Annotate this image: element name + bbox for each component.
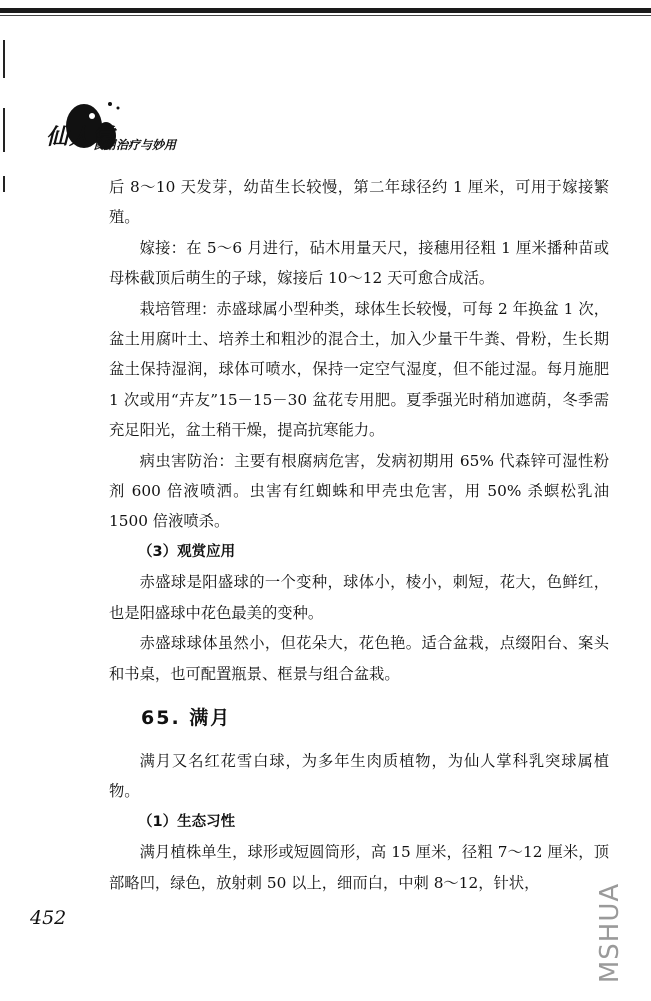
top-rule-thin	[0, 15, 651, 16]
section-title: 65. 满月	[141, 706, 232, 729]
page-number: 452	[30, 907, 67, 929]
page-content	[109, 172, 609, 898]
paragraph: 赤盛球球体虽然小，但花朵大，花色艳。适合盆栽，点缀阳台、案头和书桌，也可配置瓶景、框景与组合盆栽。	[109, 634, 609, 683]
subheading: （3）观赏应用	[138, 543, 236, 560]
watermark-text: MSHUA	[595, 882, 626, 984]
logo-title: 仙人掌	[46, 124, 116, 150]
paragraph: 病虫害防治：主要有根腐病危害，发病初期用 65% 代森锌可湿性粉剂 600 倍液喷洒。虫害有红蜘蛛和甲壳虫危害，用 50% 杀螟松乳油 1500 倍液喷杀。	[109, 451, 609, 531]
paragraph: 栽培管理：赤盛球属小型种类，球体生长较慢，可每 2 年换盆 1 次，盆土用腐叶土、培养土和粗沙的混合土，加入少量干牛粪、骨粉，生长期盆土保持湿润，球体可喷水，保持一定空气湿度，但不能过湿。每月施肥 1 次或用“卉友”15－15－30 盆花专用肥。夏季强光时稍加遮荫，冬季需充足阳光，盆土稍干燥，提高抗寒能力。	[109, 299, 609, 440]
paragraph: 后 8～10 天发芽，幼苗生长较慢，第二年球径约 1 厘米，可用于嫁接繁殖。	[109, 178, 609, 227]
margin-mark	[3, 176, 5, 192]
paragraph: 满月植株单生，球形或短圆筒形，高 15 厘米，径粗 7～12 厘米，顶部略凹，绿色，放射刺 50 以上，细而白，中刺 8～12，针状，	[109, 843, 609, 892]
paragraph: 嫁接：在 5～6 月进行，砧木用量天尺，接穗用径粗 1 厘米播种苗或母株截顶后萌生的子球，嫁接后 10～12 天可愈合成活。	[109, 238, 609, 288]
paragraph: 满月又名红花雪白球，为多年生肉质植物，为仙人掌科乳突球属植物。	[109, 751, 609, 801]
logo-subtitle: 食用治疗与妙用	[92, 138, 177, 152]
book-logo	[46, 96, 216, 160]
paragraph: 赤盛球是阳盛球的一个变种，球体小，棱小，刺短，花大，色鲜红，也是阳盛球中花色最美的变种。	[109, 573, 609, 622]
watermark	[590, 868, 651, 998]
margin-mark	[3, 40, 5, 78]
top-rule	[0, 8, 651, 13]
margin-mark	[3, 108, 5, 152]
subheading: （1）生态习性	[138, 813, 236, 830]
